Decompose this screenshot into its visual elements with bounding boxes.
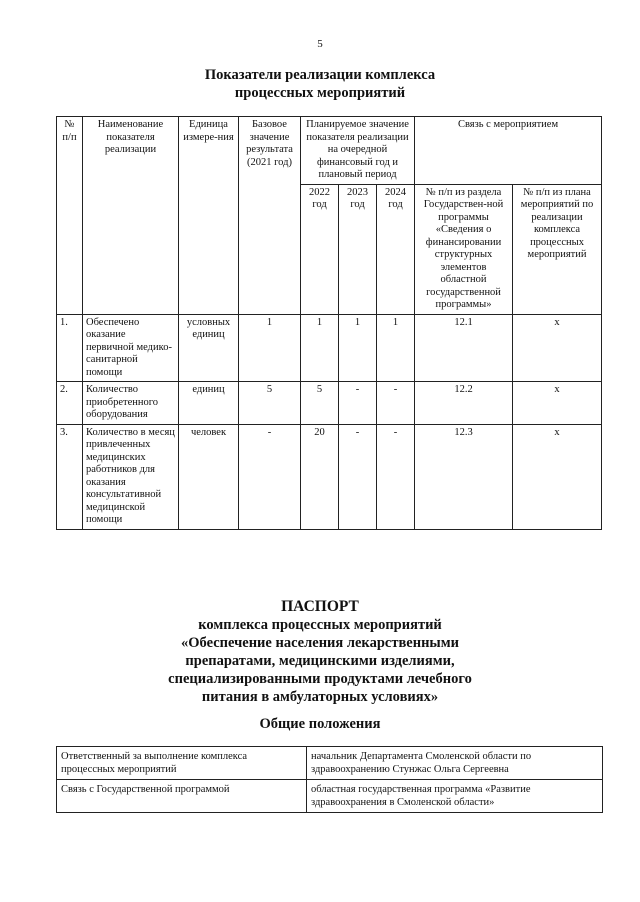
row-num: 1. <box>57 314 83 382</box>
header-base: Базовое значение результата (2021 год) <box>239 117 301 315</box>
indicators-table <box>56 116 602 530</box>
row-2023: - <box>339 424 377 529</box>
header-num: № п/п <box>57 117 83 315</box>
table-title-line-1: Показатели реализации комплекса <box>204 67 436 83</box>
passport-line-2: «Обеспечение населения лекарственными <box>181 635 459 651</box>
header-2024: 2024 год <box>377 184 415 314</box>
row-2024: - <box>377 424 415 529</box>
row-link-plan: x <box>513 314 602 382</box>
row-num: 3. <box>57 424 83 529</box>
row-num: 2. <box>57 382 83 425</box>
passport-line-5: питания в амбулаторных условиях» <box>201 689 439 705</box>
general-value: начальник Департамента Смоленской области по здравоохранению Стунжас Ольга Сергеевна <box>307 747 603 780</box>
row-base: 5 <box>239 382 301 425</box>
header-2023: 2023 год <box>339 184 377 314</box>
row-2024: 1 <box>377 314 415 382</box>
row-2022: 20 <box>301 424 339 529</box>
row-name: Обеспечено оказание первичной медико-санитарной помощи <box>83 314 179 382</box>
table-title <box>0 66 640 102</box>
row-2023: 1 <box>339 314 377 382</box>
row-unit: условных единиц <box>179 314 239 382</box>
header-link: Связь с мероприятием <box>415 117 602 185</box>
general-label: Ответственный за выполнение комплекса процессных мероприятий <box>57 747 307 780</box>
passport-line-4: специализированными продуктами лечебного <box>168 671 472 687</box>
table-title-line-2: процессных мероприятий <box>234 85 406 101</box>
header-link-plan: № п/п из плана мероприятий по реализации комплекса процессных мероприятий <box>513 184 602 314</box>
row-2022: 1 <box>301 314 339 382</box>
row-name: Количество приобретенного оборудования <box>83 382 179 425</box>
general-provisions-table <box>56 746 603 813</box>
header-link-state: № п/п из раздела Государствен-ной программы «Сведения о финансировании структурных элементов областной государственной программы» <box>415 184 513 314</box>
table-row <box>57 780 603 813</box>
header-name: Наименование показателя реализации <box>83 117 179 315</box>
table-row <box>57 424 602 529</box>
header-2022: 2022 год <box>301 184 339 314</box>
row-base: - <box>239 424 301 529</box>
table-row <box>57 314 602 382</box>
row-2023: - <box>339 382 377 425</box>
row-link-state: 12.1 <box>415 314 513 382</box>
table-row <box>57 747 603 780</box>
general-value: областная государственная программа «Развитие здравоохранения в Смоленской области» <box>307 780 603 813</box>
row-link-state: 12.2 <box>415 382 513 425</box>
passport-line-3: препаратами, медицинскими изделиями, <box>185 653 455 669</box>
page-number: 5 <box>317 38 323 50</box>
row-2022: 5 <box>301 382 339 425</box>
row-unit: человек <box>179 424 239 529</box>
row-link-plan: x <box>513 382 602 425</box>
row-name: Количество в месяц привлеченных медицинских работников для оказания консультативной медицинской помощи <box>83 424 179 529</box>
passport-title: ПАСПОРТ <box>281 598 359 615</box>
row-link-plan: x <box>513 424 602 529</box>
passport-heading <box>0 598 640 706</box>
table-header-row-1 <box>57 117 602 185</box>
general-label: Связь с Государственной программой <box>57 780 307 813</box>
row-2024: - <box>377 382 415 425</box>
header-unit: Единица измере-ния <box>179 117 239 315</box>
row-base: 1 <box>239 314 301 382</box>
passport-line-1: комплекса процессных мероприятий <box>198 617 442 633</box>
row-link-state: 12.3 <box>415 424 513 529</box>
general-provisions-title: Общие положения <box>259 716 381 732</box>
table-row <box>57 382 602 425</box>
header-planned: Планируемое значение показателя реализации на очередной финансовый год и плановый период <box>301 117 415 185</box>
row-unit: единиц <box>179 382 239 425</box>
